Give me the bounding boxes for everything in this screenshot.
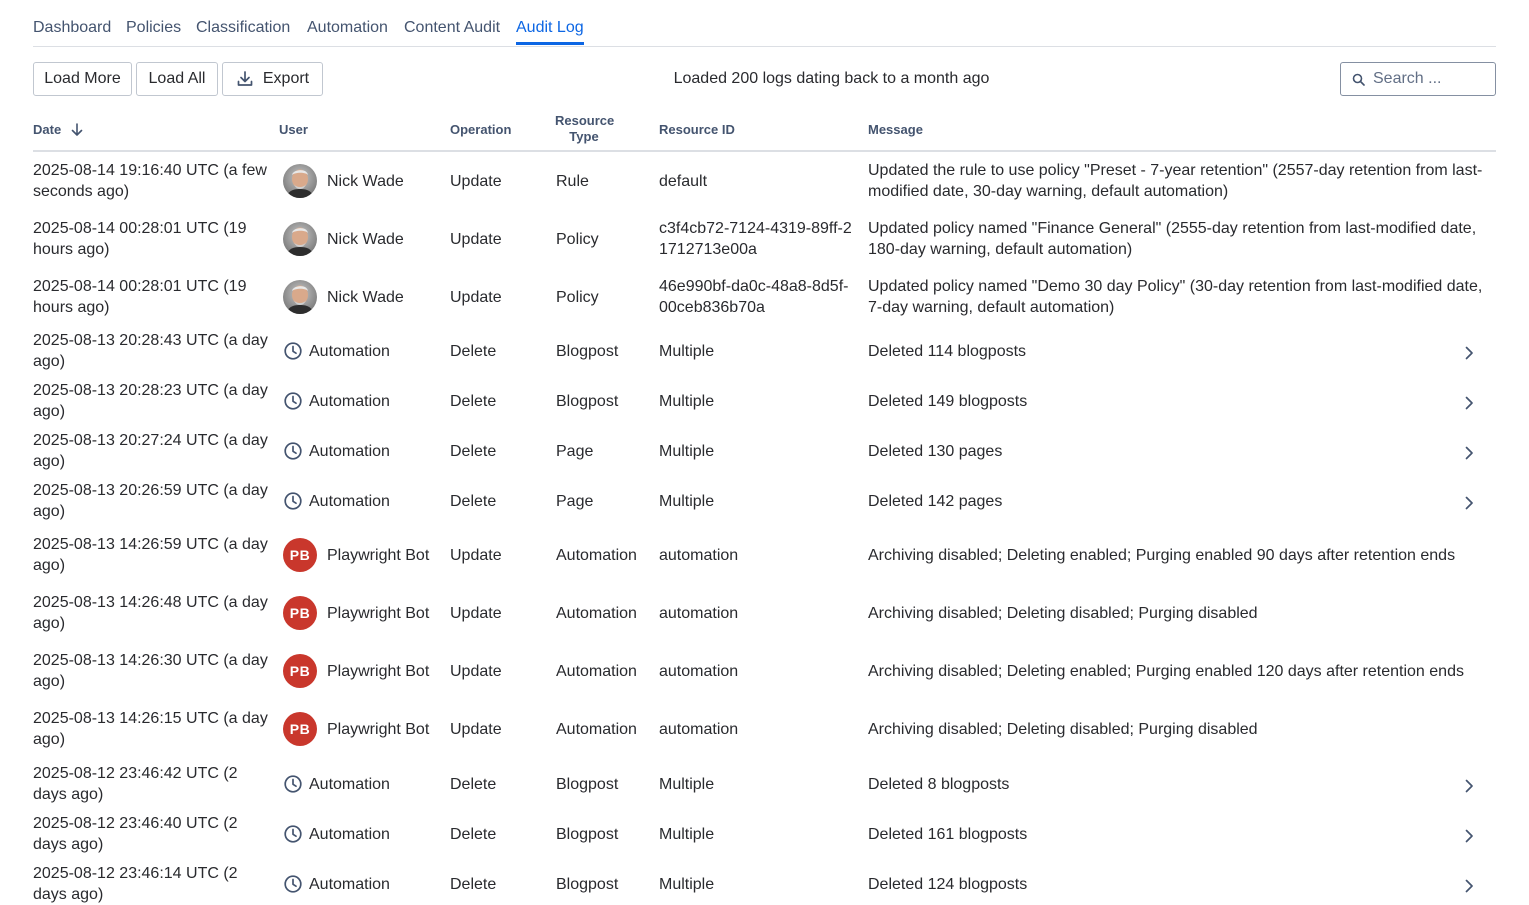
row-resource-type: Blogpost <box>556 825 619 843</box>
chevron-right-icon[interactable] <box>1461 395 1477 411</box>
row-date: 2025-08-12 23:46:40 UTC (2 days ago) <box>33 815 238 853</box>
row-operation: Delete <box>450 392 497 410</box>
table-row[interactable] <box>33 813 1496 855</box>
row-operation: Update <box>450 720 502 738</box>
row-date: 2025-08-13 20:26:59 UTC (a day ago) <box>33 482 268 520</box>
search-box[interactable] <box>1340 62 1496 96</box>
user-avatar <box>283 596 317 630</box>
row-message: Deleted 124 blogposts <box>868 875 1028 893</box>
export-button[interactable] <box>222 62 323 96</box>
row-user: Automation <box>309 442 390 460</box>
row-date: 2025-08-14 00:28:01 UTC (19 hours ago) <box>33 220 247 258</box>
row-resource-type: Blogpost <box>556 392 619 410</box>
table-row[interactable] <box>33 380 1496 422</box>
row-message: Updated the rule to use policy "Preset - 7-year retention" (2557-day retention from last-modified date, 30-day warning, default automation) <box>868 162 1483 200</box>
row-resource-id: 46e990bf-da0c-48a8-8d5f-00ceb836b70a <box>659 278 849 316</box>
export-label: Export <box>262 70 310 87</box>
clock-icon <box>283 341 303 361</box>
row-date: 2025-08-13 14:26:48 UTC (a day ago) <box>33 594 268 632</box>
row-operation: Delete <box>450 342 497 360</box>
row-resource-id: automation <box>659 662 739 680</box>
table-row[interactable] <box>33 330 1496 372</box>
row-message: Deleted 8 blogposts <box>868 775 1010 793</box>
user-avatar <box>283 164 317 198</box>
load-status: Loaded 200 logs dating back to a month ago <box>673 70 990 87</box>
chevron-right-icon[interactable] <box>1461 828 1477 844</box>
row-operation: Update <box>450 604 502 622</box>
download-icon <box>236 70 254 88</box>
user-column-header: User <box>279 122 308 137</box>
row-date: 2025-08-13 20:28:43 UTC (a day ago) <box>33 332 268 370</box>
row-user: Automation <box>309 492 390 510</box>
row-resource-type: Automation <box>556 546 637 564</box>
row-resource-id: Multiple <box>659 875 715 893</box>
row-date: 2025-08-13 20:27:24 UTC (a day ago) <box>33 432 268 470</box>
user-avatar <box>283 712 317 746</box>
row-operation: Update <box>450 662 502 680</box>
chevron-right-icon[interactable] <box>1461 345 1477 361</box>
row-user: Automation <box>309 392 390 410</box>
row-operation: Delete <box>450 775 497 793</box>
table-row <box>33 276 1496 318</box>
tab-dashboard[interactable]: Dashboard <box>33 19 112 36</box>
row-resource-type: Blogpost <box>556 342 619 360</box>
row-date: 2025-08-12 23:46:14 UTC (2 days ago) <box>33 865 238 903</box>
row-message: Archiving disabled; Deleting enabled; Purging enabled 120 days after retention ends <box>868 662 1464 680</box>
avatar-initials: PB <box>289 605 311 621</box>
tab-audit-log[interactable]: Audit Log <box>516 19 584 45</box>
row-message: Updated policy named "Demo 30 day Policy" (30-day retention from last-modified date, 7-day warning, default automation) <box>868 278 1483 316</box>
row-operation: Update <box>450 230 502 248</box>
row-message: Archiving disabled; Deleting disabled; Purging disabled <box>868 720 1258 738</box>
row-resource-id: Multiple <box>659 825 715 843</box>
table-row <box>33 534 1496 576</box>
load-all-label: Load All <box>148 70 206 87</box>
operation-column-header: Operation <box>450 122 512 137</box>
row-resource-type: Automation <box>556 720 637 738</box>
row-operation: Delete <box>450 825 497 843</box>
row-user: Automation <box>309 342 390 360</box>
clock-icon <box>283 391 303 411</box>
sort-descending-icon <box>69 122 85 138</box>
row-message: Deleted 130 pages <box>868 442 1003 460</box>
clock-icon <box>283 491 303 511</box>
avatar-initials: PB <box>289 663 311 679</box>
chevron-right-icon[interactable] <box>1461 878 1477 894</box>
row-user: Automation <box>309 875 390 893</box>
load-more-button[interactable] <box>33 62 132 96</box>
row-operation: Update <box>450 546 502 564</box>
row-resource-id: Multiple <box>659 392 715 410</box>
table-row <box>33 592 1496 634</box>
row-message: Archiving disabled; Deleting disabled; Purging disabled <box>868 604 1258 622</box>
row-resource-id: default <box>659 172 708 190</box>
table-row <box>33 218 1496 260</box>
table-row[interactable] <box>33 480 1496 522</box>
clock-icon <box>283 774 303 794</box>
tab-automation[interactable]: Automation <box>307 19 388 36</box>
row-operation: Delete <box>450 442 497 460</box>
row-message: Archiving disabled; Deleting enabled; Purging enabled 90 days after retention ends <box>868 546 1456 564</box>
row-date: 2025-08-13 20:28:23 UTC (a day ago) <box>33 382 268 420</box>
row-resource-type: Automation <box>556 604 637 622</box>
row-resource-type: Policy <box>556 288 599 306</box>
row-resource-id: c3f4cb72-7124-4319-89ff-21712713e00a <box>659 220 852 258</box>
row-resource-id: Multiple <box>659 775 715 793</box>
row-user: Nick Wade <box>327 230 404 248</box>
row-user: Playwright Bot <box>327 604 430 622</box>
table-row[interactable] <box>33 430 1496 472</box>
row-resource-type: Rule <box>556 172 589 190</box>
row-message: Deleted 142 pages <box>868 492 1003 510</box>
tab-bar <box>33 0 1496 47</box>
avatar-initials: PB <box>289 547 311 563</box>
row-date: 2025-08-14 19:16:40 UTC (a few seconds ago) <box>33 162 267 200</box>
row-resource-type: Automation <box>556 662 637 680</box>
row-operation: Update <box>450 288 502 306</box>
row-resource-id: automation <box>659 720 739 738</box>
clock-icon <box>283 824 303 844</box>
resource-id-column-header: Resource ID <box>659 122 735 137</box>
user-avatar <box>283 538 317 572</box>
avatar-initials: PB <box>289 721 311 737</box>
row-date: 2025-08-13 14:26:15 UTC (a day ago) <box>33 710 268 748</box>
chevron-right-icon[interactable] <box>1461 778 1477 794</box>
row-user: Playwright Bot <box>327 546 430 564</box>
row-resource-id: Multiple <box>659 342 715 360</box>
row-resource-type: Policy <box>556 230 599 248</box>
row-resource-id: Multiple <box>659 442 715 460</box>
resource-type-column-header: Resource Type <box>555 113 615 144</box>
date-column-header[interactable] <box>33 122 85 138</box>
tab-content-audit[interactable]: Content Audit <box>404 19 501 36</box>
row-resource-id: automation <box>659 604 739 622</box>
chevron-right-icon[interactable] <box>1461 445 1477 461</box>
row-message: Deleted 149 blogposts <box>868 392 1028 410</box>
table-row[interactable] <box>33 763 1496 805</box>
table-row <box>33 160 1496 202</box>
row-user: Automation <box>309 775 390 793</box>
user-avatar <box>283 222 317 256</box>
row-resource-id: automation <box>659 546 739 564</box>
user-avatar <box>283 654 317 688</box>
row-user: Playwright Bot <box>327 662 430 680</box>
user-avatar <box>283 280 317 314</box>
row-date: 2025-08-13 14:26:59 UTC (a day ago) <box>33 536 268 574</box>
table-row <box>33 650 1496 692</box>
row-user: Nick Wade <box>327 172 404 190</box>
search-icon <box>1352 73 1365 86</box>
chevron-right-icon[interactable] <box>1461 495 1477 511</box>
row-date: 2025-08-13 14:26:30 UTC (a day ago) <box>33 652 268 690</box>
row-resource-type: Blogpost <box>556 775 619 793</box>
row-operation: Delete <box>450 875 497 893</box>
row-resource-type: Page <box>556 442 594 460</box>
clock-icon <box>283 874 303 894</box>
tab-policies[interactable]: Policies <box>126 19 182 36</box>
row-resource-type: Blogpost <box>556 875 619 893</box>
table-row <box>33 708 1496 750</box>
search-input[interactable] <box>1373 70 1478 88</box>
load-more-label: Load More <box>44 70 121 87</box>
date-header-label: Date <box>33 122 62 137</box>
row-message: Updated policy named "Finance General" (2555-day retention from last-modified date, 180-day warning, default automation) <box>868 220 1477 258</box>
tab-classification[interactable]: Classification <box>196 19 291 36</box>
load-all-button[interactable] <box>136 62 218 96</box>
message-column-header: Message <box>868 122 923 137</box>
row-user: Nick Wade <box>327 288 404 306</box>
row-message: Deleted 161 blogposts <box>868 825 1028 843</box>
row-resource-type: Page <box>556 492 594 510</box>
table-header <box>33 110 1496 152</box>
row-operation: Delete <box>450 492 497 510</box>
row-operation: Update <box>450 172 502 190</box>
row-resource-id: Multiple <box>659 492 715 510</box>
clock-icon <box>283 441 303 461</box>
table-row[interactable] <box>33 863 1496 905</box>
row-message: Deleted 114 blogposts <box>868 342 1027 360</box>
row-date: 2025-08-14 00:28:01 UTC (19 hours ago) <box>33 278 247 316</box>
row-user: Automation <box>309 825 390 843</box>
row-date: 2025-08-12 23:46:42 UTC (2 days ago) <box>33 765 238 803</box>
row-user: Playwright Bot <box>327 720 430 738</box>
